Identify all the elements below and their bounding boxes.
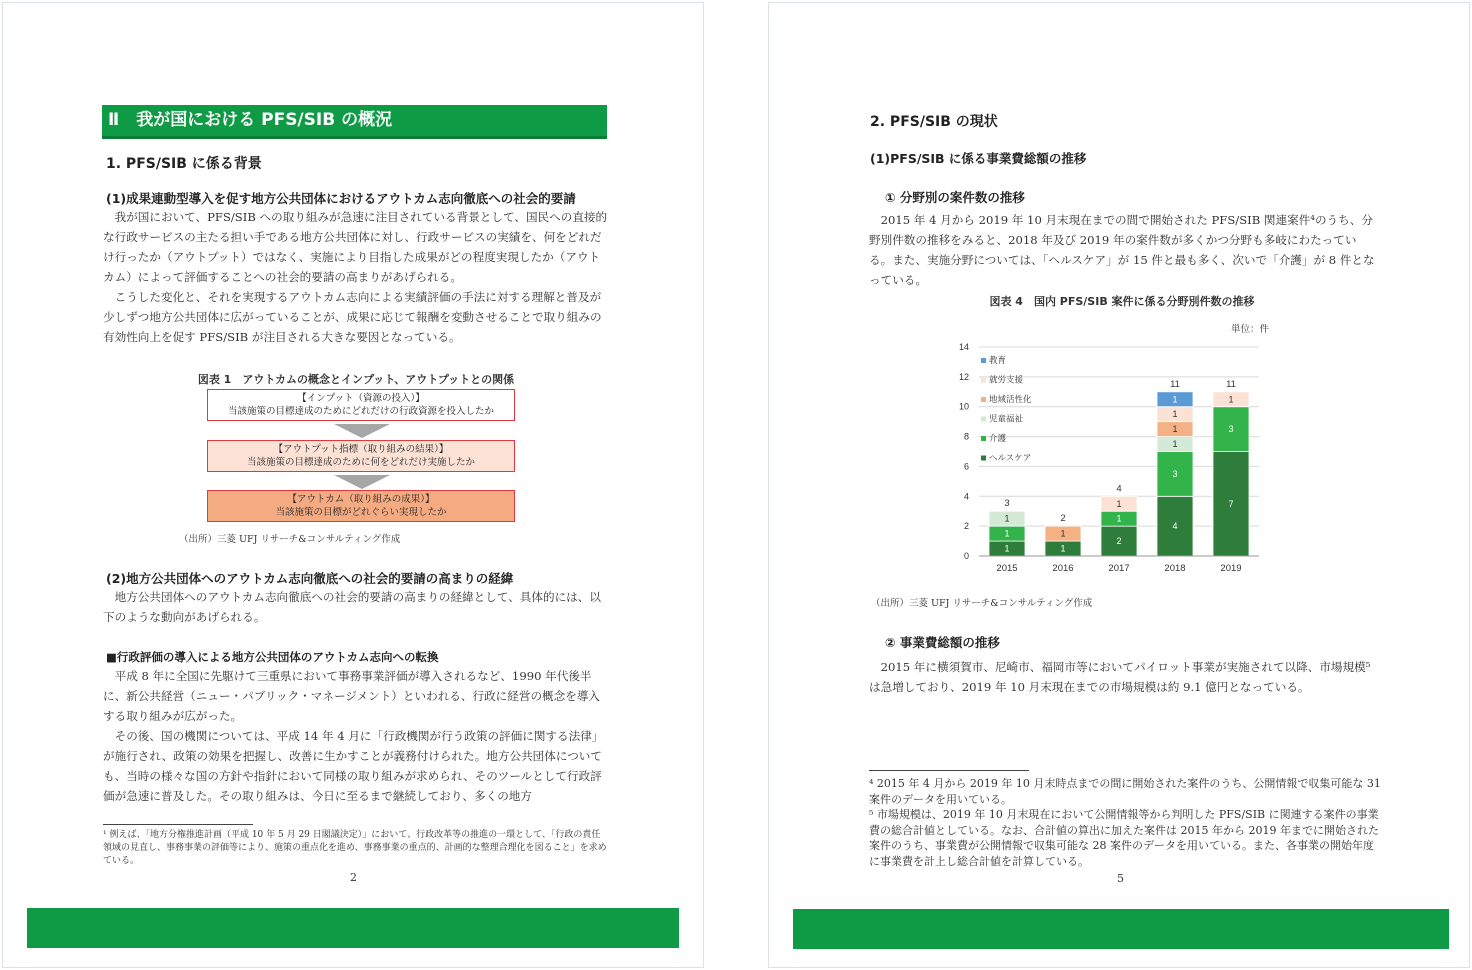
footnote-rule	[869, 770, 1029, 771]
y-tick-label: 0	[963, 551, 969, 561]
data-label: 1	[1172, 424, 1178, 435]
data-label: 1	[1172, 409, 1178, 420]
total-label: 2	[1060, 513, 1066, 525]
y-tick-label: 2	[963, 521, 969, 532]
paragraph: 我が国において、PFS/SIB への取り組みが急速に注目されている背景として、国民への直接的な行政サービスの主たる担い手である地方公共団体に対し、行政サービスの実績を、何をどれだけ行ったか（アウトプット）ではなく、実施により目指した成果がどの程度実現したか（アウトカム）によって評価することへの社会的要請の高まりがあげられる。	[103, 210, 608, 284]
data-label: 1	[1116, 498, 1122, 509]
stacked-bar-chart	[939, 333, 1299, 583]
heading-current-status: 2. PFS/SIB の現状	[870, 114, 998, 130]
data-label: 4	[1172, 521, 1178, 532]
x-tick-label: 2017	[1108, 563, 1130, 574]
heading-background: 1. PFS/SIB に係る背景	[106, 156, 262, 172]
flow-box-outcome	[207, 490, 515, 522]
subheading-cost-trend: ② 事業費総額の推移	[885, 635, 1000, 650]
paragraph: 2015 年に横須賀市、尼崎市、福岡市等においてパイロット事業が実施されて以降、市場規模⁵は急増しており、2019 年 10 月末現在までの市場規模は約 9.1 億円となっている。	[869, 660, 1371, 694]
subheading-total-cost: (1)PFS/SIB に係る事業費総額の推移	[870, 151, 1087, 166]
figure1-source: （出所）三菱 UFJ リサーチ&コンサルティング作成	[179, 534, 401, 545]
footnote-5: ⁵ 市場規模は、2019 年 10 月末現在において公開情報等から判明した PFS/SIB に関連する案件の事業費の総合計値としている。なお、合計値の算出に加えた案件は 2015 年から 2019 年までに開始された案件のうち、事業費が公開情報で収集可能な 28 案件のデータを用いている。また、各事業の開始年度に事業費を計上し総合計値を計算している。	[869, 808, 1379, 868]
total-label: 11	[1226, 378, 1236, 390]
subheading-evaluation: ■行政評価の導入による地方公共団体のアウトカム志向への転換	[106, 650, 439, 664]
legend-swatch	[981, 436, 986, 441]
document-page-right	[768, 2, 1470, 968]
data-label: 1	[1004, 528, 1010, 539]
subheading-social-demand: (1)成果連動型導入を促す地方公共団体におけるアウトカム志向徹底への社会的要請	[106, 191, 576, 206]
legend-swatch	[981, 358, 986, 363]
paragraph-block-5	[869, 657, 1375, 697]
y-tick-label: 12	[958, 371, 969, 382]
data-label: 3	[1228, 424, 1234, 435]
figure4-title: 図表 4 国内 PFS/SIB 案件に係る分野別件数の推移	[989, 295, 1255, 308]
x-tick-label: 2019	[1220, 563, 1242, 574]
legend-label: 就労支援	[989, 374, 1024, 385]
x-tick-label: 2015	[996, 563, 1018, 574]
paragraph: 2015 年 4 月から 2019 年 10 月末現在までの間で開始された PFS/SIB 関連案件⁴のうち、分野別件数の推移をみると、2018 年及び 2019 年の案件数が多くかつ分野も多岐にわたっている。また、実施分野については、「ヘルスケア」が 15 件と最も多く、次いで「介護」が 8 件となっている。	[869, 213, 1375, 287]
footer-bar	[27, 908, 679, 948]
flow-box-output	[207, 440, 515, 472]
flow-box-label: 【インプット（資源の投入）】	[297, 393, 425, 404]
legend-swatch	[981, 397, 986, 402]
legend-label: 児童福祉	[989, 413, 1024, 424]
data-label: 1	[1004, 543, 1010, 554]
total-label: 11	[1170, 378, 1180, 390]
page-number: 2	[350, 871, 357, 884]
y-tick-label: 14	[958, 342, 969, 352]
legend-swatch	[981, 417, 986, 422]
figure4-source: （出所）三菱 UFJ リサーチ&コンサルティング作成	[871, 598, 1093, 609]
subheading-background-history: (2)地方公共団体へのアウトカム志向徹底への社会的要請の高まりの経緯	[106, 571, 514, 586]
document-page-left	[2, 2, 704, 968]
footnote-rule	[103, 824, 253, 825]
footnote-4: ⁴ 2015 年 4 月から 2019 年 10 月末時点までの間に開始された案件のうち、公開情報で収集可能な 31 案件のデータを用いている。	[869, 777, 1381, 806]
legend-label: 地域活性化	[989, 394, 1032, 404]
footer-bar	[793, 909, 1449, 949]
unit-label: 単位：件	[1231, 324, 1270, 335]
x-tick-label: 2016	[1052, 563, 1074, 574]
paragraph-block-1	[103, 207, 609, 347]
y-tick-label: 8	[963, 431, 969, 442]
legend-label: ヘルスケア	[989, 452, 1032, 463]
paragraph-block-3	[103, 666, 609, 806]
footnote-1: ¹ 例えば、「地方分権推進計画（平成 10 年 5 月 29 日閣議決定）」において、行政改革等の推進の一環として、「行政の責任領域の見直し、事務事業の評価等により、施策の重点化を進め、事務事業の重点的、計画的な整理合理化を図ること」を求めている。	[103, 830, 607, 866]
total-label: 4	[1116, 483, 1122, 495]
paragraph: こうした変化と、それを実現するアウトカム志向による実績評価の手法に対する理解と普及が少しずつ地方公共団体に広がっていることが、成果に応じて報酬を変動させることで取り組みの有効性向上を促す PFS/SIB が注目される大きな要因となっている。	[103, 290, 602, 344]
paragraph-block-4	[869, 210, 1375, 290]
down-arrow-icon	[334, 424, 390, 438]
subheading-cases-by-field: ① 分野別の案件数の推移	[885, 190, 1025, 205]
data-label: 1	[1060, 543, 1066, 554]
data-label: 1	[1228, 394, 1234, 405]
data-label: 1	[1172, 439, 1178, 450]
data-label: 1	[1172, 394, 1178, 405]
paragraph: 地方公共団体へのアウトカム志向徹底への社会的要請の高まりの経緯として、具体的には、以下のような動向があげられる。	[103, 590, 601, 624]
data-label: 3	[1172, 468, 1178, 479]
data-label: 2	[1116, 536, 1122, 547]
paragraph: 平成 8 年に全国に先駆けて三重県において事務事業評価が導入されるなど、1990 年代後半に、新公共経営（ニュー・パブリック・マネージメント）といわれる、行政に経営の概念を導入する取り組みが広がった。	[103, 669, 601, 723]
flow-box-input	[207, 389, 515, 421]
paragraph-block-2	[103, 587, 609, 627]
y-tick-label: 10	[958, 401, 969, 412]
data-label: 1	[1004, 513, 1010, 524]
figure1-title: 図表 1 アウトカムの概念とインプット、アウトプットとの関係	[197, 373, 515, 386]
section-title-bar: Ⅱ 我が国における PFS/SIB の概況	[102, 105, 607, 139]
flow-box-label: 【アウトカム（取り組みの成果）】	[287, 494, 435, 505]
y-tick-label: 6	[963, 461, 969, 472]
legend-swatch	[981, 378, 986, 383]
paragraph: その後、国の機関については、平成 14 年 4 月に「行政機関が行う政策の評価に関する法律」が施行され、政策の効果を把握し、改善に生かすことが義務付けられた。地方公共団体についても、当時の様々な国の方針や指針において同様の取り組みが求められ、そのツールとして行政評価が急速に普及した。その取り組みは、今日に至るまで継続しており、多くの地方	[103, 729, 604, 803]
y-tick-label: 4	[963, 491, 969, 502]
data-label: 1	[1060, 528, 1066, 539]
total-label: 3	[1004, 498, 1010, 510]
data-label: 7	[1228, 498, 1234, 509]
legend-label: 介護	[989, 433, 1007, 443]
flow-box-desc: 当該施策の目標達成のためにどれだけの行政資源を投入したか	[227, 406, 494, 417]
down-arrow-icon	[334, 475, 390, 489]
x-tick-label: 2018	[1164, 563, 1186, 574]
flow-box-desc: 当該施策の目標達成のために何をどれだけ実施したか	[246, 457, 475, 468]
legend-swatch	[981, 456, 986, 461]
flow-box-label: 【アウトプット指標（取り組みの結果）】	[273, 444, 449, 455]
legend-label: 教育	[989, 355, 1007, 365]
page-number: 5	[1117, 872, 1124, 885]
data-label: 1	[1116, 513, 1122, 524]
flow-box-desc: 当該施策の目標がどれぐらい実現したか	[275, 507, 447, 518]
